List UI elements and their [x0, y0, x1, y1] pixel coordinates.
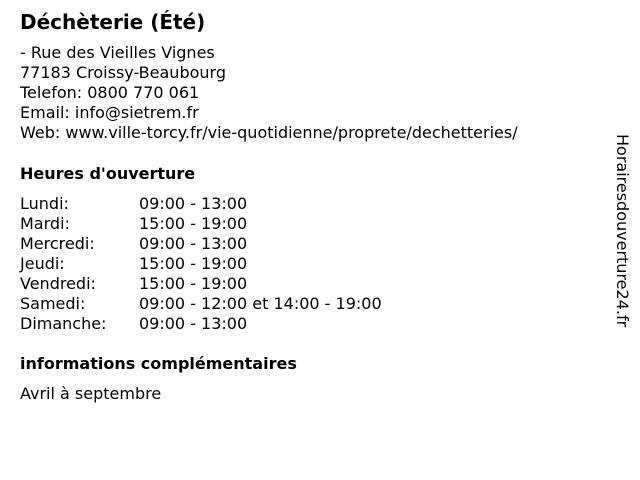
address-street: - Rue des Vieilles Vignes	[20, 43, 215, 62]
time-range: 09:00 - 13:00	[139, 234, 248, 253]
time-range: 15:00 - 19:00	[139, 274, 248, 293]
site-watermark: Horairesdouverture24.fr	[613, 134, 632, 328]
hours-row-saturday	[20, 294, 382, 314]
day-label: Mercredi:	[20, 234, 95, 253]
address-web: Web: www.ville-torcy.fr/vie-quotidienne/proprete/dechetteries/	[20, 123, 518, 142]
time-range: 09:00 - 13:00	[139, 194, 248, 213]
time-range: 09:00 - 12:00 et 14:00 - 19:00	[139, 294, 382, 313]
info-heading: informations complémentaires	[20, 354, 297, 373]
time-range: 15:00 - 19:00	[139, 254, 248, 273]
address-city: 77183 Croissy-Beaubourg	[20, 63, 226, 82]
day-label: Jeudi:	[20, 254, 65, 273]
day-label: Lundi:	[20, 194, 69, 213]
hours-heading: Heures d'ouverture	[20, 164, 196, 183]
hours-row-tuesday	[20, 214, 382, 234]
hours-row-sunday	[20, 314, 382, 334]
day-label: Dimanche:	[20, 314, 107, 333]
address-phone: Telefon: 0800 770 061	[20, 83, 200, 102]
hours-row-thursday	[20, 254, 382, 274]
info-text: Avril à septembre	[20, 384, 162, 403]
page-title: Déchèterie (Été)	[20, 10, 206, 34]
address-email: Email: info@sietrem.fr	[20, 103, 199, 122]
day-label: Mardi:	[20, 214, 70, 233]
hours-table	[20, 194, 382, 334]
day-label: Vendredi:	[20, 274, 96, 293]
hours-row-monday	[20, 194, 382, 214]
hours-row-friday	[20, 274, 382, 294]
day-label: Samedi:	[20, 294, 86, 313]
address-block	[20, 43, 518, 143]
hours-row-wednesday	[20, 234, 382, 254]
time-range: 15:00 - 19:00	[139, 214, 248, 233]
time-range: 09:00 - 13:00	[139, 314, 248, 333]
